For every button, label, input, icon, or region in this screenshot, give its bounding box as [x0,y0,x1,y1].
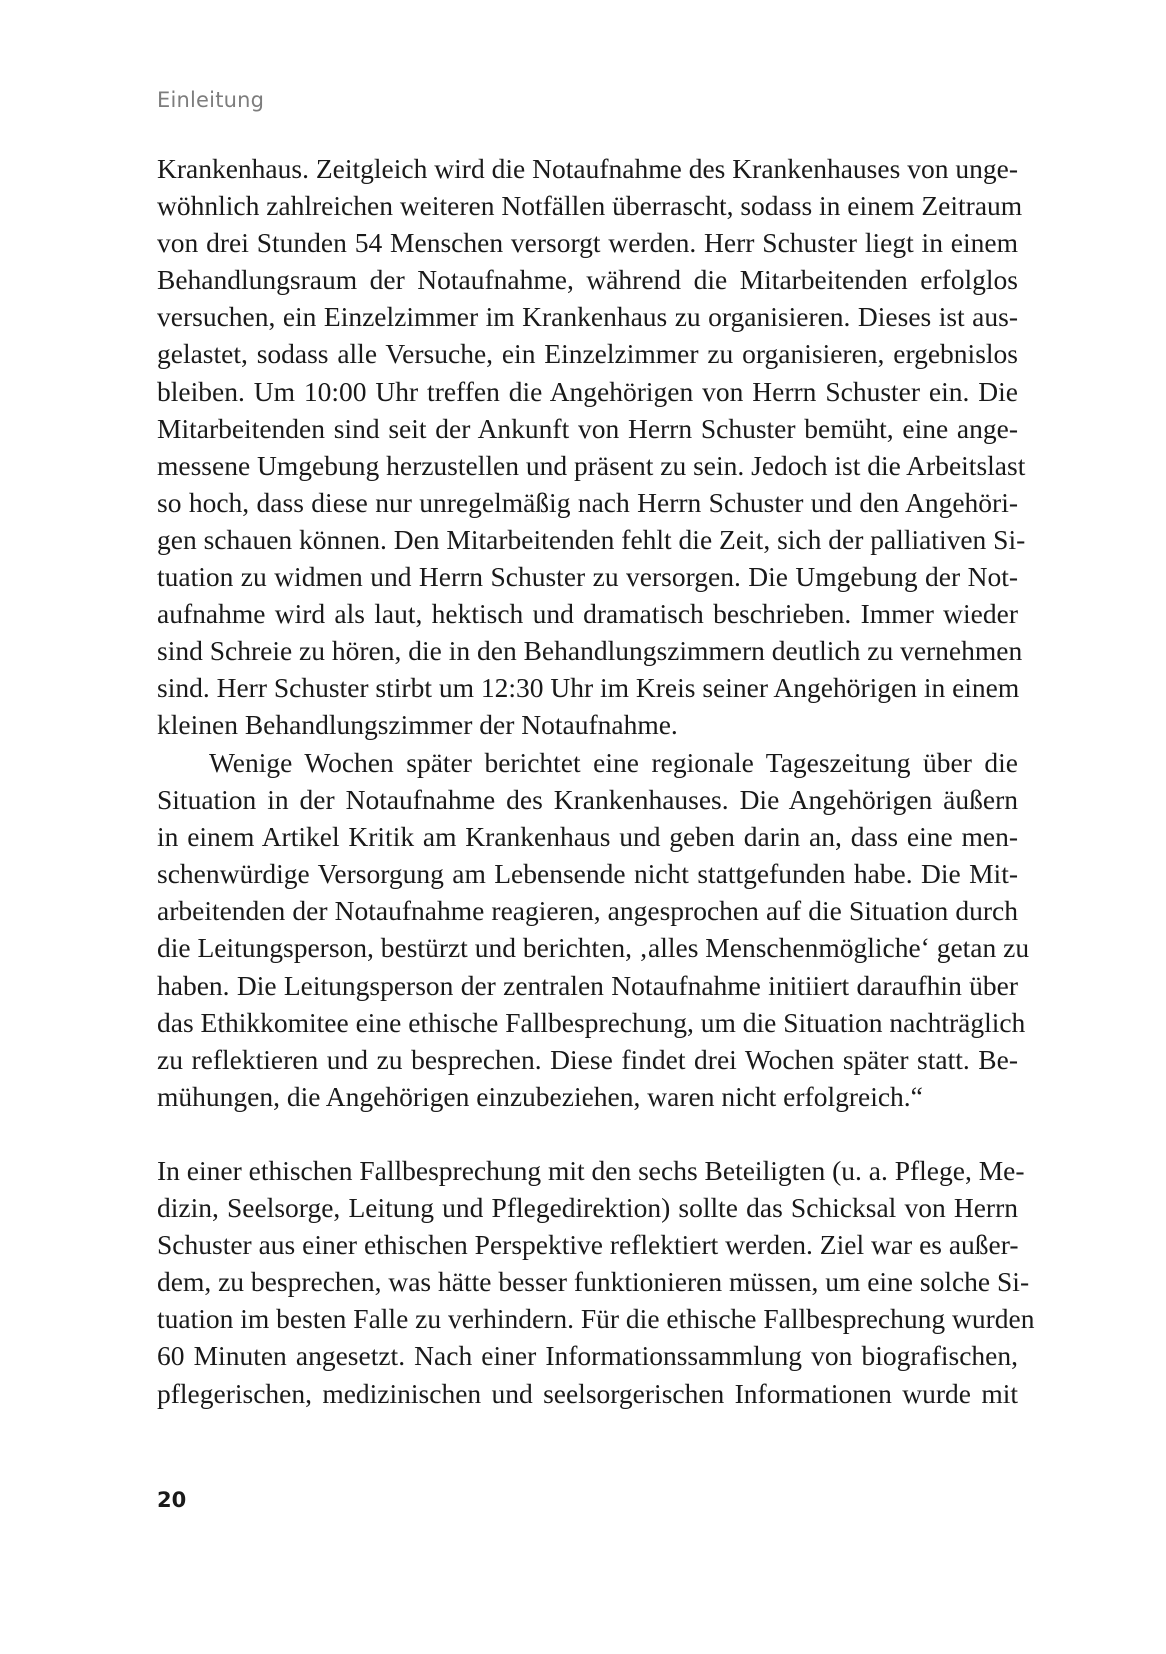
text-line: kleinen Behandlungszimmer der Notaufnahme. [157,709,678,741]
text-line: mühungen, die Angehörigen einzubeziehen, waren nicht erfolgreich.“ [157,1080,923,1112]
text-line: das Ethikkomitee eine ethische Fallbesprechung, um die Situation nachträglich [157,1006,1026,1038]
text-line: die Leitungsperson, bestürzt und berichten, ‚alles Menschenmögliche‘ getan zu [157,932,1030,964]
quote-continuation-paragraph [157,150,1026,744]
text-line: Krankenhaus. Zeitgleich wird die Notaufnahme des Krankenhauses von unge- [157,153,1018,184]
text-line: Mitarbeitenden sind seit der Ankunft von Herrn Schuster bemüht, eine ange- [157,412,1018,444]
text-line: dizin, Seelsorge, Leitung und Pflegedirektion) sollte das Schicksal von Herrn [157,1192,1018,1224]
text-line: Wenige Wochen später berichtet eine regionale Tageszeitung über die [209,747,1018,778]
analysis-paragraph [157,1152,1035,1412]
text-line: gen schauen können. Den Mitarbeitenden fehlt die Zeit, sich der palliativen Si- [157,523,1026,555]
text-line: gelastet, sodass alle Versuche, ein Einzelzimmer zu organisieren, ergebnislos [157,338,1018,370]
page-number: 20 [157,1488,187,1512]
text-line: Behandlungsraum der Notaufnahme, während die Mitarbeitenden erfolglos [157,264,1018,296]
text-line: aufnahme wird als laut, hektisch und dramatisch beschrieben. Immer wieder [157,598,1018,630]
text-line: in einem Artikel Kritik am Krankenhaus und geben darin an, dass eine men- [157,821,1018,853]
text-line: von drei Stunden 54 Menschen versorgt werden. Herr Schuster liegt in einem [157,227,1018,259]
text-line: schenwürdige Versorgung am Lebensende nicht stattgefunden habe. Die Mit- [157,858,1018,890]
text-line: Situation in der Notaufnahme des Krankenhauses. Die Angehörigen äußern [157,784,1018,816]
text-line: In einer ethischen Fallbesprechung mit den sechs Beteiligten (u. a. Pflege, Me- [157,1155,1025,1186]
text-line: sind. Herr Schuster stirbt um 12:30 Uhr im Kreis seiner Angehörigen in einem [157,672,1020,704]
text-line: dem, zu besprechen, was hätte besser funktionieren müssen, um eine solche Si- [157,1266,1030,1298]
text-line: haben. Die Leitungsperson der zentralen Notaufnahme initiiert daraufhin über [157,969,1018,1001]
text-line: Schuster aus einer ethischen Perspektive reflektiert werden. Ziel war es außer- [157,1229,1019,1261]
text-line: messene Umgebung herzustellen und präsent zu sein. Jedoch ist die Arbeitslast [157,449,1026,481]
text-line: 60 Minuten angesetzt. Nach einer Informationssammlung von biografischen, [157,1340,1018,1372]
text-line: versuchen, ein Einzelzimmer im Krankenhaus zu organisieren. Dieses ist aus- [157,301,1018,333]
text-line: wöhnlich zahlreichen weiteren Notfällen überrascht, sodass in einem Zeitraum [157,190,1023,222]
text-line: so hoch, dass diese nur unregelmäßig nach Herrn Schuster und den Angehöri- [157,486,1018,518]
quote-second-paragraph [157,744,1030,1115]
text-line: zu reflektieren und zu besprechen. Diese findet drei Wochen später statt. Be- [157,1043,1018,1075]
text-line: tuation zu widmen und Herrn Schuster zu versorgen. Die Umgebung der Not- [157,561,1018,593]
text-line: sind Schreie zu hören, die in den Behandlungszimmern deutlich zu vernehmen [157,635,1023,667]
text-line: bleiben. Um 10:00 Uhr treffen die Angehörigen von Herrn Schuster ein. Die [157,375,1018,407]
text-line: tuation im besten Falle zu verhindern. Für die ethische Fallbesprechung wurden [157,1303,1035,1335]
text-line: pflegerischen, medizinischen und seelsorgerischen Informationen wurde mit [157,1377,1018,1409]
text-line: arbeitenden der Notaufnahme reagieren, angesprochen auf die Situation durch [157,895,1018,927]
running-head: Einleitung [157,88,265,112]
